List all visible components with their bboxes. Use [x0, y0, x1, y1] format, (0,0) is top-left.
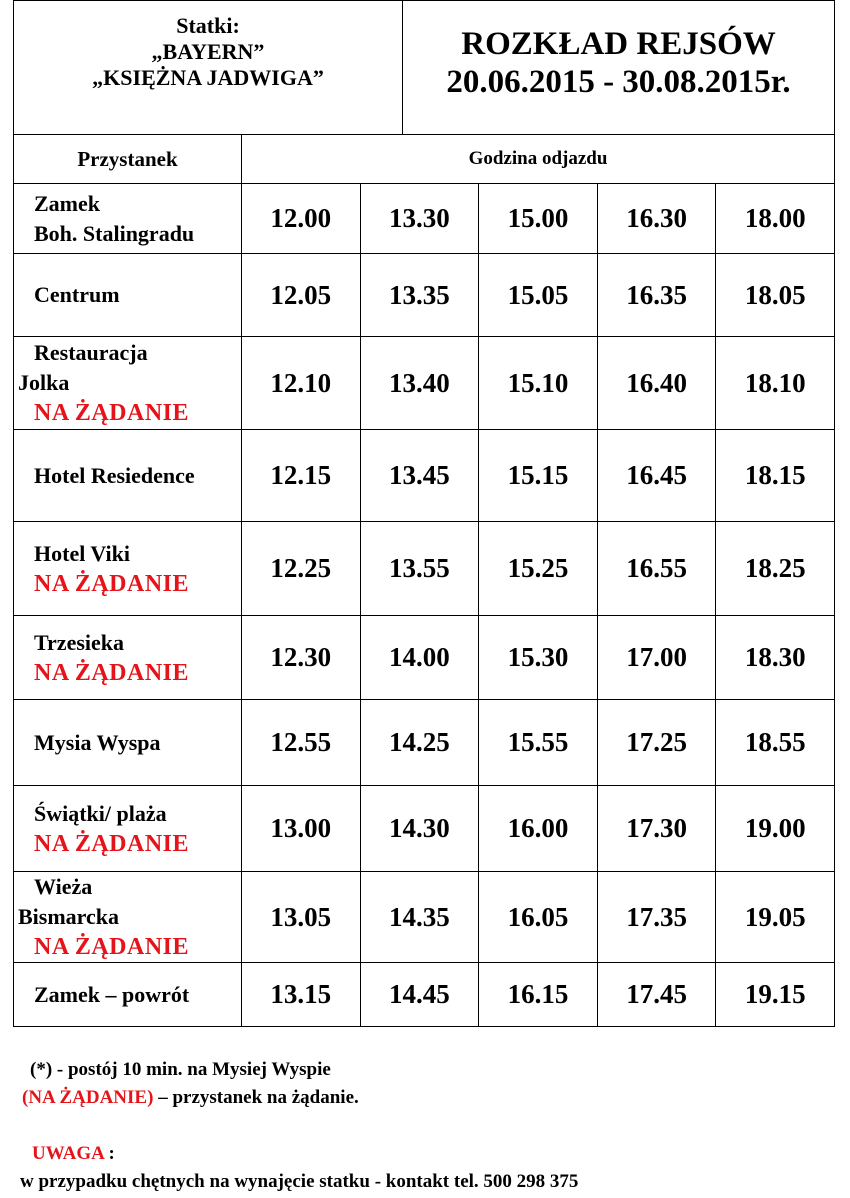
table-row — [14, 872, 835, 963]
charter-contact-note: w przypadku chętnych na wynajęcie statku - kontakt tel. 500 298 375 — [20, 1171, 579, 1192]
departure-time-cell: 16.55 — [597, 522, 716, 616]
table-row — [14, 963, 835, 1027]
departure-time-cell: 16.30 — [597, 184, 716, 254]
departure-time-cell: 19.00 — [716, 786, 835, 872]
departure-time-cell: 18.10 — [716, 337, 835, 430]
table-row — [14, 700, 835, 786]
departure-time-cell: 15.55 — [479, 700, 598, 786]
table-row — [14, 337, 835, 430]
departure-time-cell: 18.05 — [716, 254, 835, 337]
table-row — [14, 616, 835, 700]
stop-name-cell — [14, 430, 242, 522]
date-range: 20.06.2015 - 30.08.2015r. — [446, 64, 791, 100]
departure-time-cell: 15.30 — [479, 616, 598, 700]
departure-time-cell: 16.35 — [597, 254, 716, 337]
stop-name-cell — [14, 786, 242, 872]
stop-name-cell — [14, 616, 242, 700]
stop-name: Hotel Viki — [34, 540, 130, 566]
ship-name-ksiezna-jadwiga: „KSIĘŻNA JADWIGA” — [92, 65, 324, 90]
departure-time-cell: 13.00 — [242, 786, 361, 872]
stop-name: Świątki/ plaża — [34, 800, 167, 826]
table-row — [14, 522, 835, 616]
departure-time-cell: 17.25 — [597, 700, 716, 786]
departure-time-cell: 18.55 — [716, 700, 835, 786]
departure-time-cell: 19.05 — [716, 872, 835, 963]
departure-time-cell: 14.00 — [360, 616, 479, 700]
stop-name: Wieża — [34, 874, 93, 899]
departure-time-cell: 16.05 — [479, 872, 598, 963]
departure-time-cell: 15.00 — [479, 184, 598, 254]
schedule-header — [13, 0, 835, 134]
on-request-explanation: – przystanek na żądanie. — [153, 1087, 359, 1108]
stop-name: Hotel Resiedence — [34, 462, 195, 488]
departure-time-cell: 16.40 — [597, 337, 716, 430]
departure-time-cell: 12.15 — [242, 430, 361, 522]
schedule-table — [13, 134, 835, 1027]
stop-name-cell — [14, 254, 242, 337]
departure-time-cell: 16.15 — [479, 963, 598, 1027]
stop-name-cell — [14, 700, 242, 786]
table-row — [14, 786, 835, 872]
departure-time-cell: 16.00 — [479, 786, 598, 872]
stop-name-continued: Jolka — [18, 370, 70, 395]
title-box — [403, 1, 834, 134]
stop-name-continued: Boh. Stalingradu — [34, 220, 195, 246]
departure-time-cell: 15.05 — [479, 254, 598, 337]
stop-name: Restauracja — [34, 340, 148, 365]
departure-time-cell: 17.45 — [597, 963, 716, 1027]
table-row — [14, 254, 835, 337]
stop-name-cell — [14, 184, 242, 254]
warning-label: UWAGA — [32, 1143, 104, 1164]
on-request-tag: (NA ŻĄDANIE) — [22, 1087, 154, 1108]
ships-label: Statki: — [176, 13, 240, 38]
departure-time-cell: 14.35 — [360, 872, 479, 963]
departure-time-cell: 17.00 — [597, 616, 716, 700]
stop-name: Centrum — [34, 282, 120, 307]
departure-time-cell: 16.45 — [597, 430, 716, 522]
table-row — [14, 430, 835, 522]
departure-time-cell: 18.15 — [716, 430, 835, 522]
stop-name: Trzesieka — [34, 629, 125, 655]
departure-time-cell: 12.25 — [242, 522, 361, 616]
departure-time-cell: 13.05 — [242, 872, 361, 963]
departure-time-cell: 13.15 — [242, 963, 361, 1027]
stop-name-cell — [14, 522, 242, 616]
departure-time-cell: 18.00 — [716, 184, 835, 254]
footnotes — [22, 1056, 578, 1196]
departure-time-cell: 12.30 — [242, 616, 361, 700]
departure-time-cell: 12.05 — [242, 254, 361, 337]
ships-box — [14, 1, 403, 134]
page-title: ROZKŁAD REJSÓW — [461, 26, 776, 62]
departure-time-cell: 14.45 — [360, 963, 479, 1027]
departure-time-cell: 12.55 — [242, 700, 361, 786]
stop-name-cell — [14, 872, 242, 963]
departure-time-cell: 13.45 — [360, 430, 479, 522]
departure-time-cell: 13.35 — [360, 254, 479, 337]
ship-name-bayern: „BAYERN” — [151, 39, 265, 64]
departure-time-cell: 18.25 — [716, 522, 835, 616]
table-header-row — [14, 135, 835, 184]
on-request-label: NA ŻĄDANIE — [34, 934, 190, 960]
departure-time-cell: 17.30 — [597, 786, 716, 872]
stop-column-header: Przystanek — [14, 135, 242, 184]
departure-time-cell: 12.00 — [242, 184, 361, 254]
warning-colon: : — [103, 1143, 115, 1164]
stop-name: Zamek — [34, 190, 100, 216]
on-request-label: NA ŻĄDANIE — [34, 659, 190, 686]
departure-time-cell: 13.30 — [360, 184, 479, 254]
departure-time-column-header: Godzina odjazdu — [242, 135, 835, 184]
departure-time-cell: 17.35 — [597, 872, 716, 963]
departure-time-cell: 15.10 — [479, 337, 598, 430]
departure-time-cell: 14.25 — [360, 700, 479, 786]
departure-time-cell: 15.25 — [479, 522, 598, 616]
stop-name-cell — [14, 337, 242, 430]
departure-time-cell: 18.30 — [716, 616, 835, 700]
stop-name-cell — [14, 963, 242, 1027]
departure-time-cell: 13.40 — [360, 337, 479, 430]
departure-time-cell: 13.55 — [360, 522, 479, 616]
departure-time-cell: 15.15 — [479, 430, 598, 522]
stop-name: Mysia Wyspa — [34, 729, 161, 755]
table-row — [14, 184, 835, 254]
on-request-label: NA ŻĄDANIE — [34, 570, 190, 597]
warning-heading — [22, 1140, 578, 1168]
on-request-label: NA ŻĄDANIE — [34, 830, 190, 857]
on-request-note — [22, 1084, 578, 1112]
on-request-label: NA ŻĄDANIE — [34, 400, 190, 426]
departure-time-cell: 12.10 — [242, 337, 361, 430]
stop-name: Zamek – powrót — [34, 981, 190, 1007]
stop-name-continued: Bismarcka — [18, 904, 120, 929]
stop-duration-note: (*) - postój 10 min. na Mysiej Wyspie — [30, 1059, 331, 1080]
departure-time-cell: 14.30 — [360, 786, 479, 872]
departure-time-cell: 19.15 — [716, 963, 835, 1027]
